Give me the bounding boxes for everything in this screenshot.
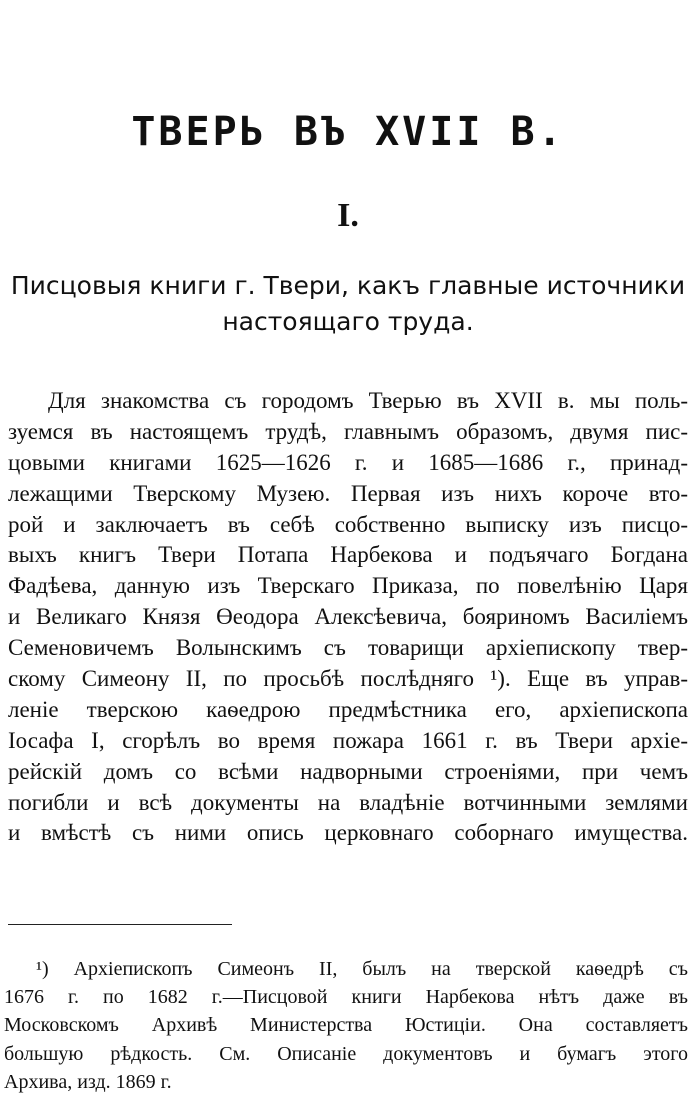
footnote-line: ¹) Архіепископъ Симеонъ II, былъ на тверской каѳедрѣ съ xyxy=(36,958,688,980)
body-line: и Великаго Князя Өеодора Алексѣевича, бояриномъ Василіемъ xyxy=(8,604,688,630)
body-line: Семеновичемъ Волынскимъ съ товарищи архіепископу твер- xyxy=(8,635,688,661)
body-line: рейскій домъ со всѣми надворными строеніями, при чемъ xyxy=(8,758,688,784)
page-title: ТВЕРЬ ВЪ XVII В. xyxy=(131,109,565,155)
section-number: I. xyxy=(337,197,359,234)
footnote-line: 1676 г. по 1682 г.—Писцовой книги Нарбекова нѣтъ даже въ xyxy=(4,986,688,1009)
body-line: Для знакомства съ городомъ Тверью въ XVII в. мы поль- xyxy=(48,388,688,413)
subtitle-line: настоящаго труда. xyxy=(222,307,474,336)
footnote-line: Московскомъ Архивѣ Министерства Юстиціи. Она составляетъ xyxy=(4,1014,688,1037)
body-line: цовыми книгами 1625—1626 г. и 1685—1686 г., принад- xyxy=(8,449,688,475)
footnote-line: Архива, изд. 1869 г. xyxy=(4,1070,172,1093)
body-line: и вмѣстѣ съ ними опись церковнаго соборнаго имущества. xyxy=(8,820,688,846)
body-paragraph xyxy=(8,386,688,849)
body-line: лежащими Тверскому Музею. Первая изъ нихъ короче вто- xyxy=(8,480,688,506)
body-line: выхъ книгъ Твери Потапа Нарбекова и подъячаго Богдана xyxy=(8,542,688,568)
subtitle-line: Писцовыя книги г. Твери, какъ главные источники xyxy=(10,271,686,300)
body-line: погибли и всѣ документы на владѣніе вотчинными землями xyxy=(8,789,688,815)
body-line: зуемся въ настоящемъ трудѣ, главнымъ образомъ, двумя пис- xyxy=(8,418,688,444)
body-line: скому Симеону II, по просьбѣ послѣдняго ¹). Еще въ управ- xyxy=(8,666,688,692)
body-line: Іосафа I, сгорѣлъ во время пожара 1661 г. въ Твери архіе- xyxy=(8,727,688,753)
footnote-line: большую рѣдкость. См. Описаніе документовъ и бумагъ этого xyxy=(4,1042,688,1065)
footnote xyxy=(4,955,688,1096)
body-line: рой и заключаетъ въ себѣ собственно выписку изъ писцо- xyxy=(8,511,688,537)
footnote-divider xyxy=(8,924,232,925)
body-line: Фадѣева, данную изъ Тверскаго Приказа, по повелѣнію Царя xyxy=(8,573,688,599)
section-subtitle xyxy=(0,268,696,340)
body-line: леніе тверскою каѳедрою предмѣстника его, архіепископа xyxy=(8,696,688,722)
